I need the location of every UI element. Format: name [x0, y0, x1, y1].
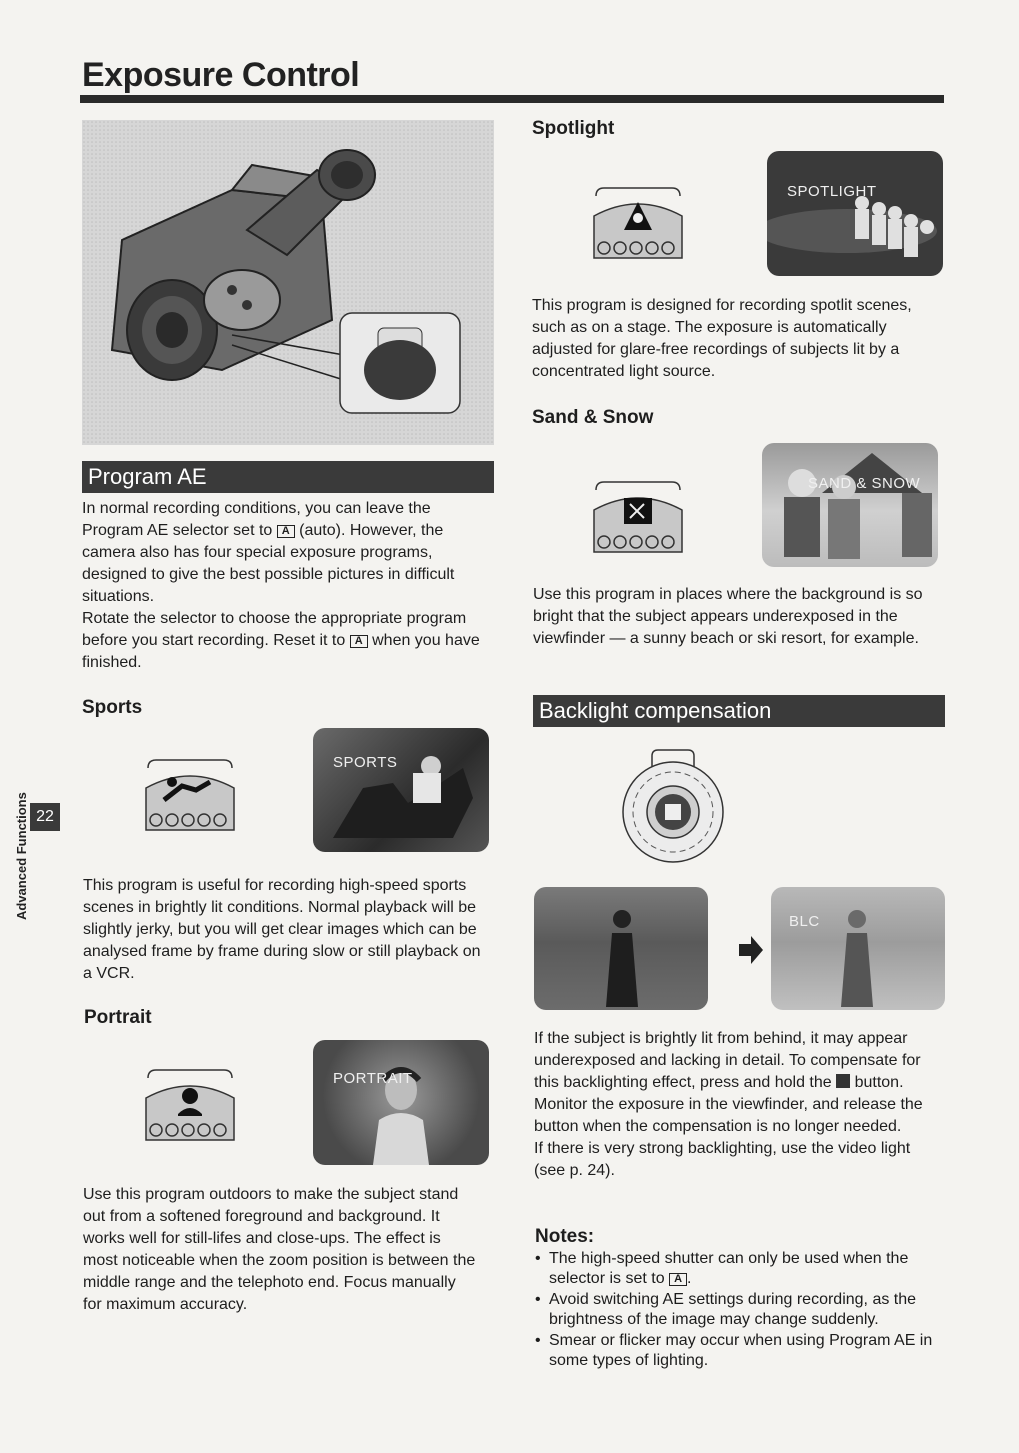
note-1-b: . [687, 1270, 692, 1287]
sand-snow-photo-label: SAND & SNOW [808, 475, 921, 492]
backlight-before-photo [534, 887, 708, 1010]
note-item: • Smear or flicker may occur when using Program AE in some types of lighting. [535, 1331, 945, 1371]
sand-snow-dial-icon [592, 480, 684, 554]
auto-mode-icon: A [669, 1273, 687, 1286]
program-ae-text [82, 498, 492, 674]
program-ae-para1-b: (auto). However, the camera also has four special exposure programs, designed to give the best possible pictures in difficult situations. [82, 522, 455, 605]
backlight-para2: If there is very strong backlighting, use the video light (see p. 24). [534, 1140, 911, 1179]
program-ae-para1-a: In normal recording conditions, you can leave the Program AE selector set to [82, 500, 431, 539]
auto-mode-icon: A [277, 525, 295, 538]
spotlight-dial-icon [592, 186, 684, 260]
sand-snow-heading: Sand & Snow [532, 407, 654, 428]
sand-snow-photo [762, 443, 938, 567]
spotlight-heading: Spotlight [532, 118, 615, 139]
camcorder-illustration [82, 120, 494, 445]
sports-text: This program is useful for recording high-speed sports scenes in brightly lit conditions. Normal playback will be slightly jerky, but you will get clear images which can be analysed frame by frame during slow or still playback on a VCR. [83, 877, 481, 982]
sports-photo-label: SPORTS [333, 754, 398, 771]
portrait-text: Use this program outdoors to make the subject stand out from a softened foreground and background. It works well for still-lifes and close-ups. The effect is most noticeable when the zoom position is between the middle range and the telephoto end. Focus manually for maximum accuracy. [83, 1186, 476, 1313]
note-item [535, 1249, 945, 1289]
program-ae-heading: Program AE [88, 464, 207, 489]
backlight-text [534, 1028, 944, 1182]
program-ae-para2-a: Rotate the selector to choose the appropriate program before you start recording. Reset it to [82, 610, 467, 649]
note-item: • Avoid switching AE settings during recording, as the brightness of the image may change suddenly. [535, 1290, 945, 1330]
backlight-para1-a: If the subject is brightly lit from behind, it may appear underexposed and lacking in detail. To compensate for this backlighting effect, press and hold the [534, 1030, 921, 1091]
portrait-photo [313, 1040, 489, 1165]
title-rule [80, 95, 944, 103]
program-ae-para2-b: when you have finished. [82, 632, 480, 671]
auto-mode-icon: A [350, 635, 368, 648]
backlight-banner [533, 695, 945, 727]
portrait-photo-label: PORTRAIT [333, 1070, 413, 1087]
backlight-after-photo [771, 887, 945, 1010]
section-label: Advanced Functions [14, 792, 29, 920]
sports-photo [313, 728, 489, 852]
spotlight-photo [767, 151, 943, 276]
notes-list [535, 1249, 945, 1372]
sports-heading: Sports [82, 697, 143, 718]
blc-button-illustration [618, 748, 728, 866]
program-ae-banner [82, 461, 494, 493]
page-title: Exposure Control [82, 56, 360, 94]
blc-button-icon [836, 1074, 850, 1088]
sand-snow-text: Use this program in places where the background is so bright that the subject appears underexposed in the viewfinder — a sunny beach or ski resort, for example. [533, 586, 923, 647]
backlight-photo-label: BLC [789, 913, 820, 930]
portrait-dial-icon [144, 1068, 236, 1142]
sports-dial-icon [144, 758, 236, 832]
page-number-tab: 22 [30, 803, 60, 831]
backlight-para1-b: button. Monitor the exposure in the viewfinder, and release the button when the compensation is no longer needed. [534, 1074, 923, 1135]
note-1-a: The high-speed shutter can only be used when the selector is set to [549, 1250, 909, 1287]
backlight-heading: Backlight compensation [539, 698, 772, 723]
portrait-heading: Portrait [84, 1007, 152, 1028]
notes-heading: Notes: [535, 1226, 595, 1247]
spotlight-photo-label: SPOTLIGHT [787, 183, 877, 200]
spotlight-text: This program is designed for recording spotlit scenes, such as on a stage. The exposure is automatically adjusted for glare-free recordings of subjects lit by a concentrated light source. [532, 297, 912, 380]
arrow-right-icon [737, 934, 765, 966]
